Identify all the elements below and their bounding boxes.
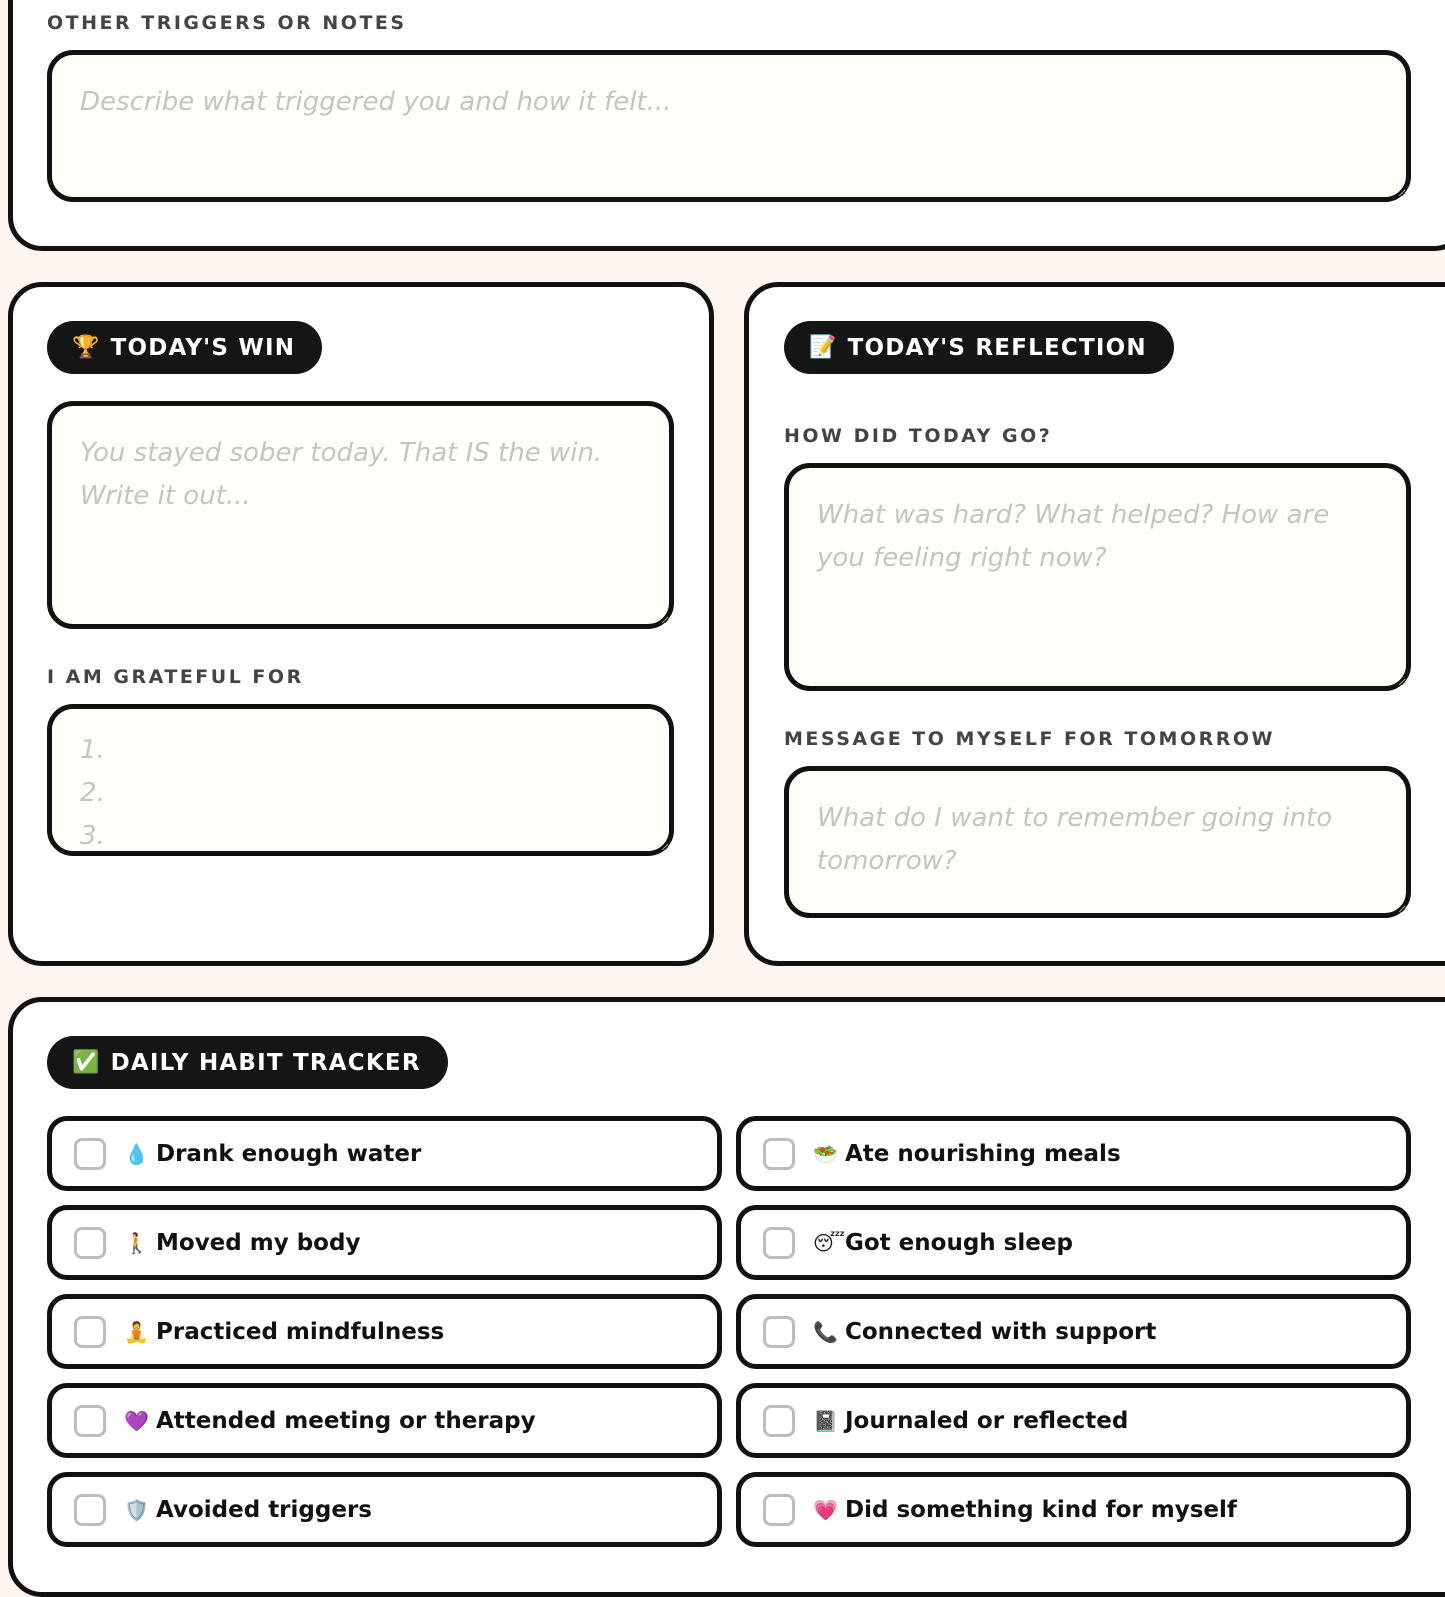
habit-checkbox[interactable] [74, 1494, 106, 1526]
habit-checkbox[interactable] [74, 1138, 106, 1170]
sleeping-face-icon: 😴 [813, 1230, 846, 1255]
habit-label: Journaled or reflected [845, 1407, 1129, 1434]
grateful-field[interactable] [47, 704, 674, 856]
walking-person-icon: 🚶 [124, 1230, 149, 1255]
todays-reflection-title: TODAY'S REFLECTION [847, 334, 1147, 361]
habit-checkbox[interactable] [763, 1405, 795, 1437]
habit-label: Did something kind for myself [845, 1496, 1237, 1523]
habit-item[interactable] [47, 1205, 722, 1280]
trophy-icon: 🏆 [72, 335, 101, 360]
meditation-icon: 🧘 [124, 1319, 149, 1344]
habit-label: Practiced mindfulness [156, 1318, 445, 1345]
todays-win-field[interactable] [47, 401, 674, 629]
habit-checkbox[interactable] [763, 1138, 795, 1170]
habit-label: Avoided triggers [156, 1496, 372, 1523]
habit-label: Drank enough water [156, 1140, 422, 1167]
habit-label: Ate nourishing meals [845, 1140, 1121, 1167]
habit-item[interactable] [47, 1294, 722, 1369]
habit-item[interactable] [47, 1383, 722, 1458]
habit-item[interactable] [736, 1472, 1411, 1547]
grateful-label: I AM GRATEFUL FOR [47, 666, 304, 688]
habit-label: Got enough sleep [845, 1229, 1073, 1256]
habit-checkbox[interactable] [763, 1494, 795, 1526]
habit-label: Attended meeting or therapy [156, 1407, 536, 1434]
habit-tracker-pill [47, 1036, 448, 1089]
habit-item[interactable] [736, 1383, 1411, 1458]
triggers-label: OTHER TRIGGERS OR NOTES [47, 12, 407, 34]
habit-checkbox[interactable] [763, 1316, 795, 1348]
habit-item[interactable] [736, 1294, 1411, 1369]
check-mark-icon: ✅ [72, 1050, 101, 1075]
habit-checkbox[interactable] [74, 1227, 106, 1259]
habit-tracker-title: DAILY HABIT TRACKER [110, 1049, 421, 1076]
habit-checkbox[interactable] [74, 1316, 106, 1348]
shield-icon: 🛡️ [124, 1497, 149, 1522]
habit-item[interactable] [736, 1116, 1411, 1191]
how-did-today-go-field[interactable] [784, 463, 1411, 691]
message-tomorrow-label: MESSAGE TO MYSELF FOR TOMORROW [784, 728, 1275, 750]
todays-win-title: TODAY'S WIN [110, 334, 296, 361]
pink-heart-icon: 💗 [813, 1497, 838, 1522]
message-tomorrow-field[interactable] [784, 766, 1411, 918]
habit-checkbox[interactable] [74, 1405, 106, 1437]
habit-item[interactable] [736, 1205, 1411, 1280]
phone-icon: 📞 [813, 1319, 838, 1344]
droplet-icon: 💧 [124, 1141, 149, 1166]
memo-icon: 📝 [809, 335, 838, 360]
habit-label: Connected with support [845, 1318, 1157, 1345]
todays-win-pill [47, 321, 322, 374]
habit-item[interactable] [47, 1472, 722, 1547]
habit-checkbox[interactable] [763, 1227, 795, 1259]
triggers-notes-field[interactable] [47, 50, 1411, 202]
purple-heart-icon: 💜 [124, 1408, 149, 1433]
habit-item[interactable] [47, 1116, 722, 1191]
salad-icon: 🥗 [813, 1141, 838, 1166]
habit-label: Moved my body [156, 1229, 361, 1256]
todays-reflection-pill [784, 321, 1174, 374]
how-did-today-go-label: HOW DID TODAY GO? [784, 425, 1053, 447]
notebook-icon: 📓 [813, 1408, 838, 1433]
